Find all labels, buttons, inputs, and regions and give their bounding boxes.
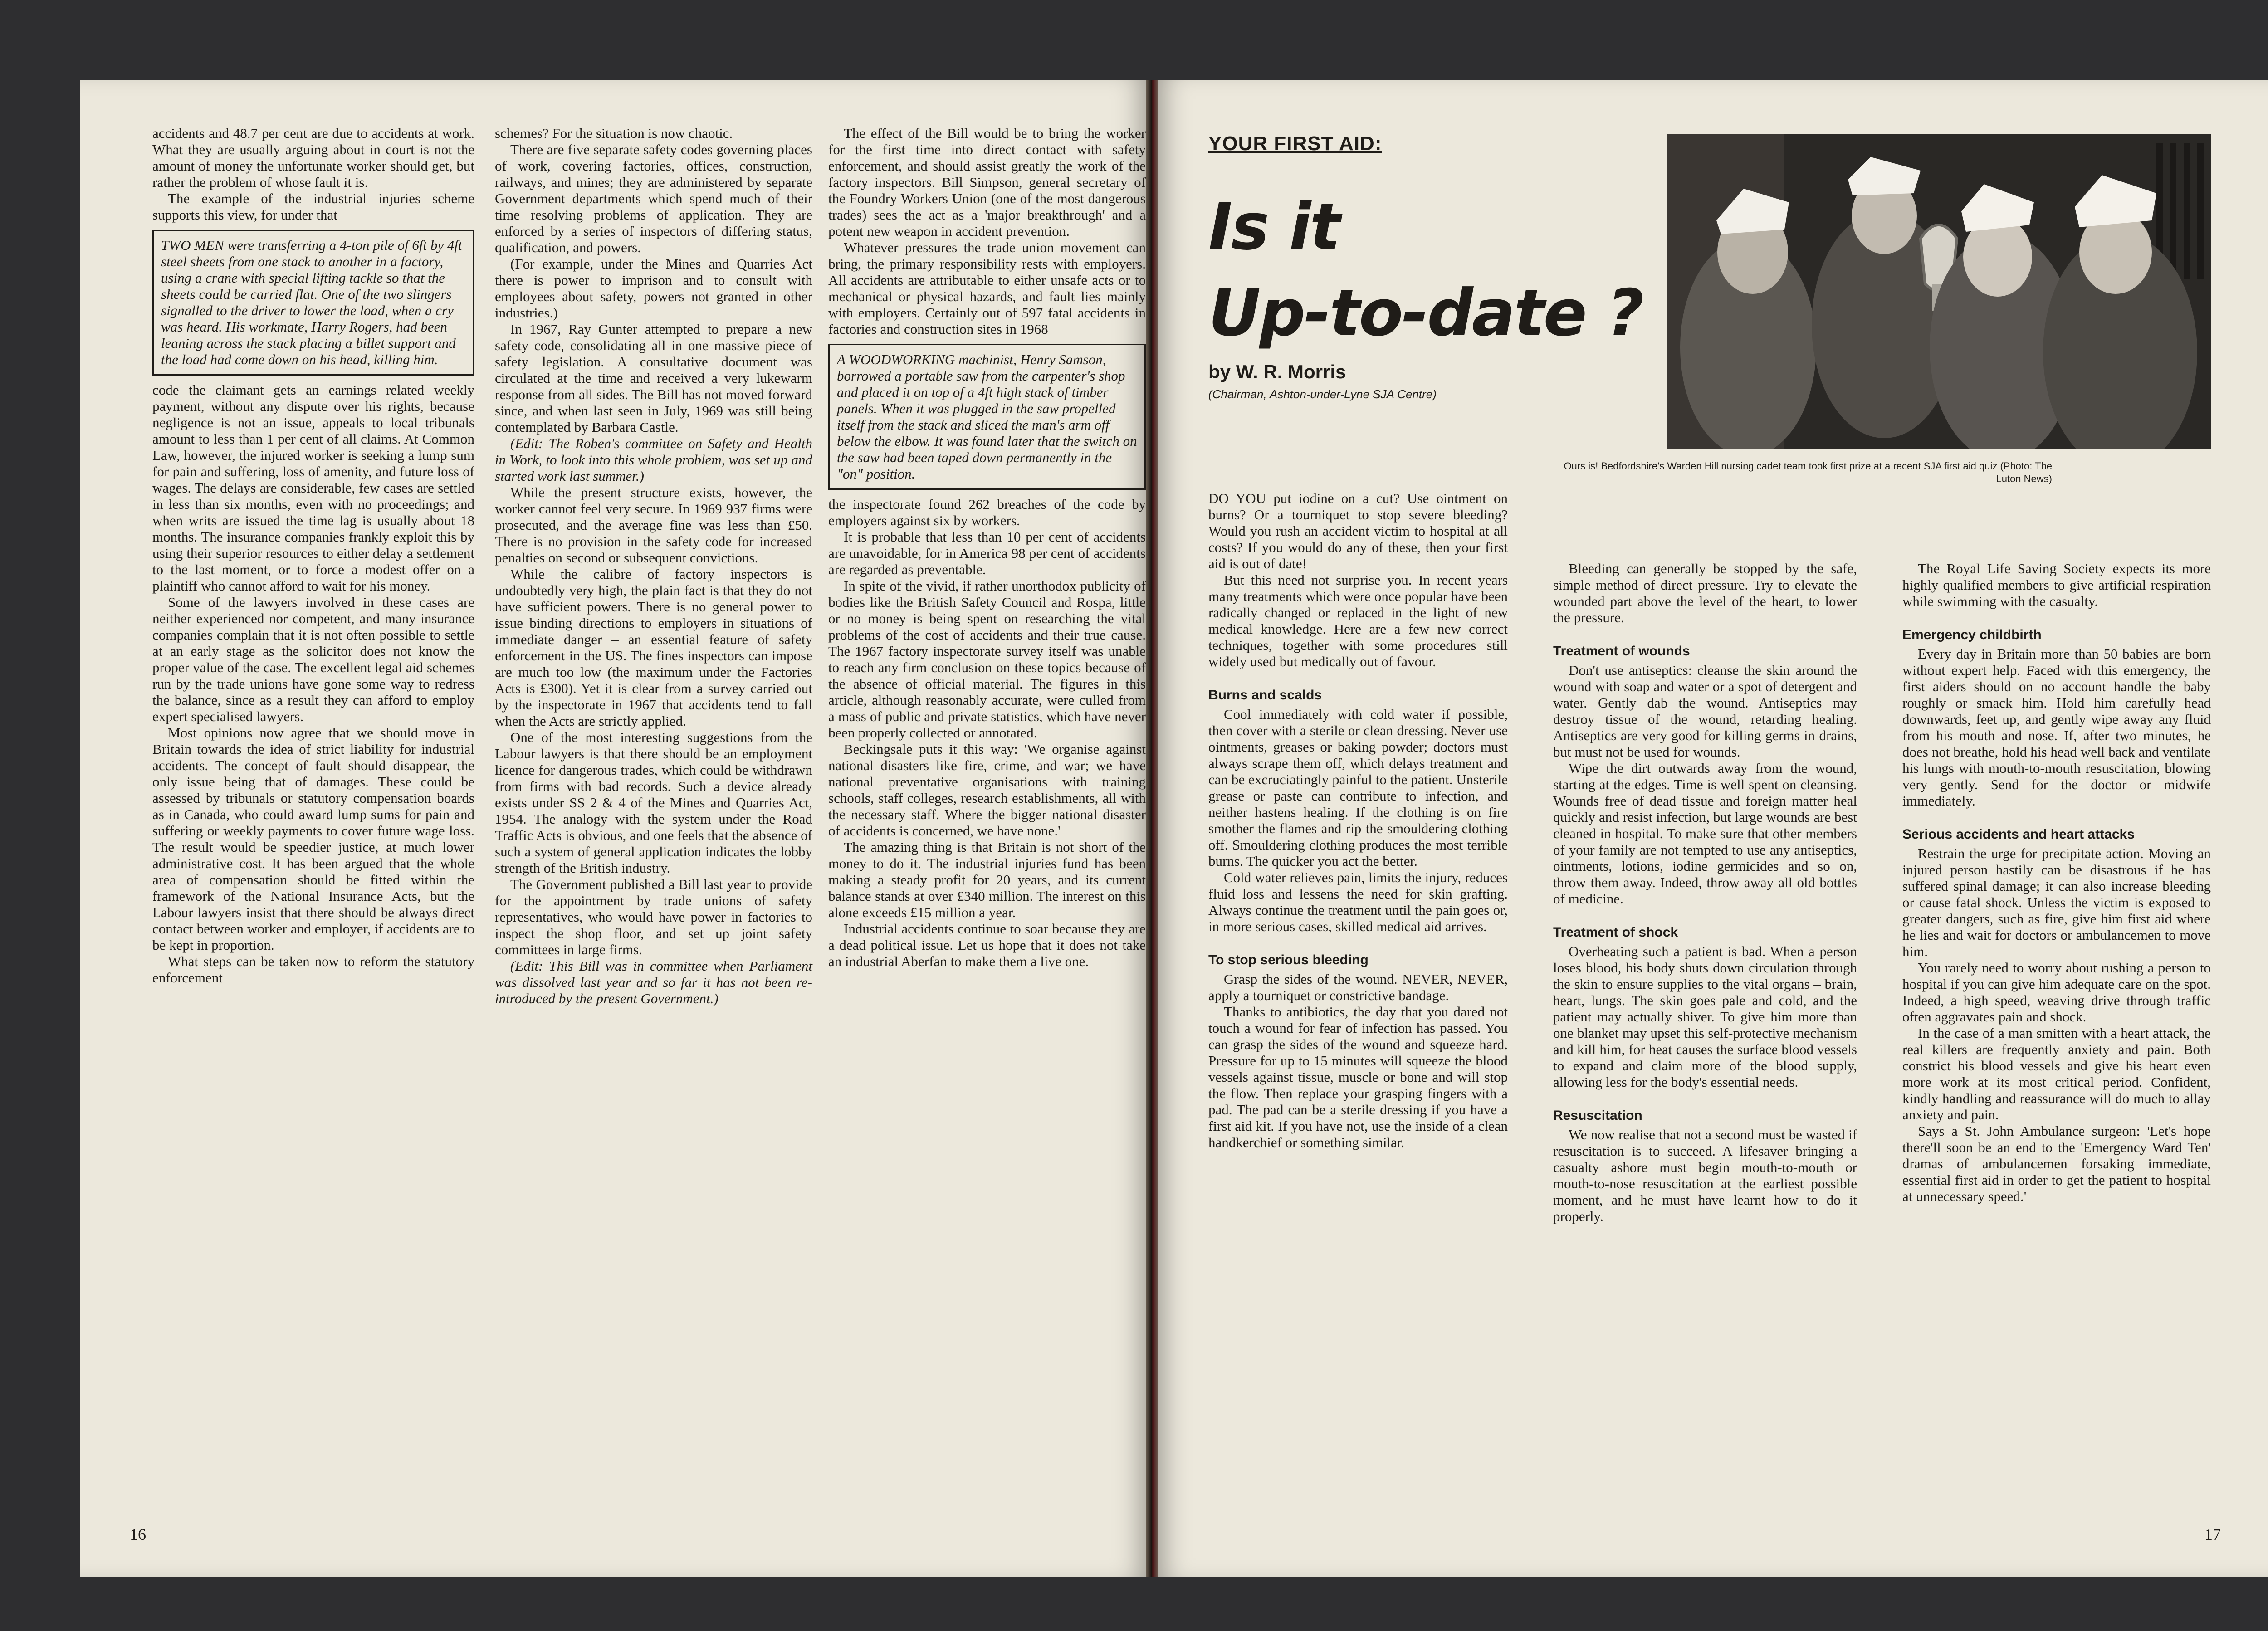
paragraph: Every day in Britain more than 50 babies are born without expert help. Faced with this emergency, the first aiders should on no account handle the baby roughly or smack him. Hold him carefully head downwards, feet up, and gently wipe away any fluid from his mouth and nose. If, after two minutes, he does not breathe, hold his head well back and ventilate his lungs with mouth-to-mouth resuscitation, blowing very gently. Send for the doctor or midwife immediately.: [1902, 646, 2211, 809]
section-heading: Emergency childbirth: [1902, 627, 2042, 642]
section-heading: To stop serious bleeding: [1208, 952, 1369, 967]
anecdote-text: TWO MEN were transferring a 4-ton pile of 6ft by 4ft steel sheets from one stack to another in a factory, using a crane with special lifting tackle so that the sheets could be carried flat. One of the two slingers signalled to the driver to lower the load, when a cry was heard. His workmate, Harry Rogers, had been leaning across the stack placing a billet support and the load had come down on his head, killing him.: [161, 237, 462, 367]
page-number: 16: [130, 1525, 146, 1543]
paragraph: Some of the lawyers involved in these cases are neither experienced nor competent, and many insurance companies complain that it is not often possible to settle at an early stage as the solicitor does not know the proper value of the case. The excellent legal aid schemes run by the trade unions have gone some way to redress the balance, since as a result they can afford to employ expert specialised lawyers.: [152, 594, 474, 724]
paragraph: In 1967, Ray Gunter attempted to prepare a new safety code, consolidating all in one massive piece of safety legislation. A consultative document was circulated at the time and received a very lukewarm response from all sides. The Bill has not moved forward since, and when last seen in July, 1969 was still being contemplated by Barbara Castle.: [495, 321, 812, 435]
paragraph: Most opinions now agree that we should move in Britain towards the idea of strict liability for industrial accidents. The concept of fault should disappear, the only issue being that of damages. These could be assessed by tribunals or statutory compensation boards as in Canada, who could award lump sums for pain and suffering or weekly payments to cover future wage loss. The result would be speedier justice, at much lower administrative cost. It has been argued that the whole area of compensation should be fitted within the framework of the National Insurance Acts, but the Labour lawyers insist that there should be always direct contact between worker and employer, if accidents are to be kept in proportion.: [152, 725, 474, 953]
editor-note: (Edit: The Roben's committee on Safety and Health in Work, to look into this whole problem, was set up and started work last summer.): [495, 435, 812, 484]
nursing-cadets-photo: [1667, 134, 2211, 449]
paragraph: While the present structure exists, however, the worker cannot feel very secure. In 1969 937 firms were prosecuted, and the average fine was less than £50. There is no provision in the safety code for increased penalties on second or subsequent convictions.: [495, 484, 812, 566]
paragraph: One of the most interesting suggestions from the Labour lawyers is that there should be an employment licence for dangerous trades, which could be withdrawn from firms with bad records. Such a device already exists under SS 2 & 4 of the Mines and Quarries Act, 1954. The analogy with the system under the Road Traffic Acts is obvious, and one feels that the absence of such a system of general application indicates the lobby strength of the British industry.: [495, 729, 812, 876]
paragraph: Says a St. John Ambulance surgeon: 'Let's hope there'll soon be an end to the 'Emergency Ward Ten' dramas of ambulancemen forsaking immediate, essential first aid in order to get the patient to hospital at unnecessary speed.': [1902, 1123, 2211, 1204]
photo-caption: Ours is! Bedfordshire's Warden Hill nursing cadet team took first prize at a recent SJA first aid quiz (Photo: The Luton News): [1564, 460, 2052, 484]
paragraph: Restrain the urge for precipitate action. Moving an injured person hastily can be disastrous if he has suffered spinal damage; it can also increase bleeding or cause fatal shock. Unless the victim is exposed to greater dangers, such as fire, give him first aid where he lies and wait for doctors or ambulancemen to move him.: [1902, 845, 2211, 959]
paragraph: In the case of a man smitten with a heart attack, the real killers are frequently anxiety and pain. Both constrict his blood vessels and give his heart even more work at its most critical period. Confident, kindly handling and reassurance will do much to allay anxiety and pain.: [1902, 1025, 2211, 1123]
paragraph: The effect of the Bill would be to bring the worker for the first time into direct contact with safety enforcement, and should assist greatly the work of the factory inspectors. Bill Simpson, general secretary of the Foundry Workers Union (one of the most dangerous trades) sees the act as a 'major breakthrough' and a potent new weapon in accident prevention.: [828, 125, 1146, 239]
anecdote-box: [828, 344, 1146, 490]
paragraph: Grasp the sides of the wound. NEVER, NEVER, apply a tourniquet or constrictive bandage.: [1208, 971, 1508, 1003]
paragraph: Overheating such a patient is bad. When a person loses blood, his body shuts down circulation through the skin to ensure supplies to the vital organs – brain, heart, lungs. The skin goes pale and cold, and the patient may actually shiver. To give him more than one blanket may upset this self-protective mechanism and kill him, for heat causes the surface blood vessels to expand and claim more of the blood supply, allowing less for the body's essential needs.: [1553, 943, 1857, 1090]
anecdote-box: [152, 230, 474, 376]
paragraph: Don't use antiseptics: cleanse the skin around the wound with soap and water or a spot of detergent and water. Gently dab the wound. Antiseptics may destroy tissue of the wound, retarding healing. Antiseptics are very good for killing germs in drains, but must not be used for wounds.: [1553, 662, 1857, 760]
section-heading: Resuscitation: [1553, 1108, 1642, 1123]
paragraph: The amazing thing is that Britain is not short of the money to do it. The industrial injuries fund has been making a steady profit for 20 years, and its current balance stands at over £340 million. The interest on this alone exceeds £15 million a year.: [828, 839, 1146, 920]
paragraph: There are five separate safety codes governing places of work, covering factories, offices, construction, railways, and mines; they are administered by separate Government departments which spend much of their time resolving problems of application. They are enforced by a series of inspectors of differing status, qualification, and powers.: [495, 142, 812, 255]
magazine-spread: [80, 80, 2268, 1577]
paragraph: The example of the industrial injuries scheme supports this view, for under that: [152, 190, 474, 223]
section-heading: Serious accidents and heart attacks: [1902, 827, 2135, 842]
paragraph: DO YOU put iodine on a cut? Use ointment on burns? Or a tourniquet to stop severe bleeding? Would you rush an accident victim to hospital at all costs? If you would do any of these, then your first aid is out of date!: [1208, 490, 1508, 571]
section-heading: Treatment of shock: [1553, 925, 1678, 940]
paragraph: We now realise that not a second must be wasted if resuscitation is to succeed. A lifesaver bringing a casualty ashore must begin mouth-to-mouth or mouth-to-nose resuscitation at the earliest possible moment, and he must have learnt how to do it properly.: [1553, 1127, 1857, 1224]
paragraph: Cool immediately with cold water if possible, then cover with a sterile or clean dressing. Never use ointments, greases or baking powder; doctors must always scrape them off, which delays treatment and can be excruciatingly painful to the patient. Unsterile grease or paste can contribute to infection, and neither hastens healing. If the clothing is on fire smother the flames and rip the smouldering clothing off. Smouldering clothing produces the most terrible burns. The quicker you act the better.: [1208, 706, 1508, 869]
byline: by W. R. Morris: [1208, 361, 1346, 382]
right-column-3: [1902, 561, 2211, 1205]
left-column-1: [152, 125, 474, 986]
paragraph: The Government published a Bill last year to provide for the appointment by trade unions of safety representatives, who would have power in factories to inspect the shop floor, and set up joint safety committees in large firms.: [495, 876, 812, 957]
paragraph: Thanks to antibiotics, the day that you dared not touch a wound for fear of infection has passed. You can grasp the sides of the wound and squeeze hard. Pressure for up to 15 minutes will squeeze the blood vessels against tissue, muscle or bone and will stop the flow. Then replace your grasping fingers with a pad. The pad can be a sterile dressing if you have a first aid kit. If you have not, use the inside of a clean handkerchief or something similar.: [1208, 1004, 1508, 1150]
section-heading: Burns and scalds: [1208, 688, 1322, 703]
anecdote-text: A WOODWORKING machinist, Henry Samson, borrowed a portable saw from the carpenter's shop and placed it on top of a 4ft high stack of timber panels. When it was plugged in the saw propelled itself from the stack and sliced the man's arm off below the elbow. It was found later that the switch on the saw had been taped down permanently in the "on" position.: [837, 352, 1137, 482]
paragraph: What steps can be taken now to reform the statutory enforcement: [152, 953, 474, 986]
binding-gutter: [1146, 80, 1158, 1577]
paragraph: In spite of the vivid, if rather unorthodox publicity of bodies like the British Safety Council and Rospa, little or no money is being spent on researching the vital problems of the cost of accidents and their true cause. The 1967 factory inspectorate survey itself was unable to reach any firm conclusion on these topics because of the absence of official material. The figures in this article, although reasonably accurate, were culled from a mass of public and private statistics, which have never been properly collected or annotated.: [828, 578, 1146, 741]
right-page: [1158, 80, 2268, 1577]
paragraph: Beckingsale puts it this way: 'We organise against national disasters like fire, crime, and war; we have national preventative organisations with training schools, staff colleges, research establishments, all with the necessary staff. Where the bigger national disaster of accidents is concerned, we have none.': [828, 741, 1146, 839]
editor-note: (Edit: This Bill was in committee when Parliament was dissolved last year and so far it has not been re-introduced by the present Government.): [495, 958, 812, 1006]
headline-line-2: Up-to-date ?: [1208, 276, 1643, 351]
paragraph: Wipe the dirt outwards away from the wound, starting at the edges. Time is well spent on cleansing. Wounds free of dead tissue and foreign matter heal quickly and resist infection, but large wounds are best cleaned in hospital. To make sure that other members of your family are not tempted to use any antiseptics, ointments, lotions, iodine germicides and so on, throw them away. Indeed, throw away all old bottles of medicine.: [1553, 760, 1857, 907]
paragraph: Industrial accidents continue to soar because they are a dead political issue. Let us hope that it does not take an industrial Aberfan to make them a live one.: [828, 921, 1146, 969]
paragraph: the inspectorate found 262 breaches of the code by employers against six by workers.: [828, 496, 1146, 528]
left-column-3: [828, 125, 1146, 970]
paragraph: code the claimant gets an earnings related weekly payment, without any dispute over his rights, because negligence is not an issue, appeals to local tribunals amount to less than 1 per cent of all claims. At Common Law, however, the injured worker is seeking a lump sum for pain and suffering, loss of amenity, and future loss of wages. The delays are considerable, few cases are settled in less than six months, even with no proceedings; and when writs are issued the time lag is usually about 18 months. The insurance companies frankly exploit this by using their superior resources to either delay a settlement to the last moment, or to force a modest offer on a plaintiff who cannot afford to wait for his money.: [152, 382, 474, 594]
paragraph: But this need not surprise you. In recent years many treatments which were once popular have been radically changed or replaced in the light of new medical knowledge. Here are a few new correct techniques, together with some procedures still widely used but medically out of favour.: [1208, 572, 1508, 669]
paragraph: Bleeding can generally be stopped by the safe, simple method of direct pressure. Try to elevate the wounded part above the level of the heart, to lower the pressure.: [1553, 561, 1857, 625]
paragraph: Whatever pressures the trade union movement can bring, the primary responsibility rests with employers. All accidents are attributable to either unsafe acts or to mechanical or physical hazards, and fault lies mainly with employers. Certainly out of 597 fatal accidents in factories and construction sites in 1968: [828, 239, 1146, 337]
paragraph: accidents and 48.7 per cent are due to accidents at work. What they are usually arguing about in court is not the amount of money the unfortunate worker should get, but rather the problem of whose fault it is.: [152, 125, 474, 190]
paragraph: You rarely need to worry about rushing a person to hospital if you can give him adequate care on the spot. Indeed, a high speed, weaving drive through traffic often aggravates pain and shock.: [1902, 960, 2211, 1025]
headline: [1208, 184, 1643, 356]
right-column-2: [1553, 561, 1857, 1225]
paragraph: Cold water relieves pain, limits the injury, reduces fluid loss and lessens the need for skin grafting. Always continue the treatment until the pain goes or, in more serious cases, skilled medical aid arrives.: [1208, 869, 1508, 934]
byline-affiliation: (Chairman, Ashton-under-Lyne SJA Centre): [1208, 387, 1437, 401]
left-column-2: [495, 125, 812, 1007]
paragraph: schemes? For the situation is now chaotic.: [495, 125, 733, 141]
section-heading: Treatment of wounds: [1553, 644, 1690, 659]
series-label: YOUR FIRST AID:: [1208, 132, 1382, 155]
photo-illustration: [1667, 134, 2211, 449]
right-column-1: [1208, 490, 1508, 1151]
paragraph: While the calibre of factory inspectors is undoubtedly very high, the plain fact is that they do not have sufficient powers. There is no general power to issue binding directions to employers in situations of immediate danger – an essential feature of safety enforcement in the US. The fines inspectors can impose are much too low (the maximum under the Factories Acts is £300). Yet it is clear from a survey carried out by the inspectorate in 1967 that accidents tend to fall when the Acts are strictly applied.: [495, 566, 812, 729]
left-page: [80, 80, 1146, 1577]
paragraph: The Royal Life Saving Society expects its more highly qualified members to give artificial respiration while swimming with the casualty.: [1902, 561, 2211, 609]
paragraph: (For example, under the Mines and Quarries Act there is power to imprison and to consult with employees about safety, powers not granted in other industries.): [495, 256, 812, 321]
paragraph: It is probable that less than 10 per cent of accidents are unavoidable, for in America 98 per cent of accidents are regarded as preventable.: [828, 529, 1146, 577]
page-number: 17: [2204, 1525, 2221, 1543]
headline-line-1: Is it: [1208, 190, 1339, 264]
